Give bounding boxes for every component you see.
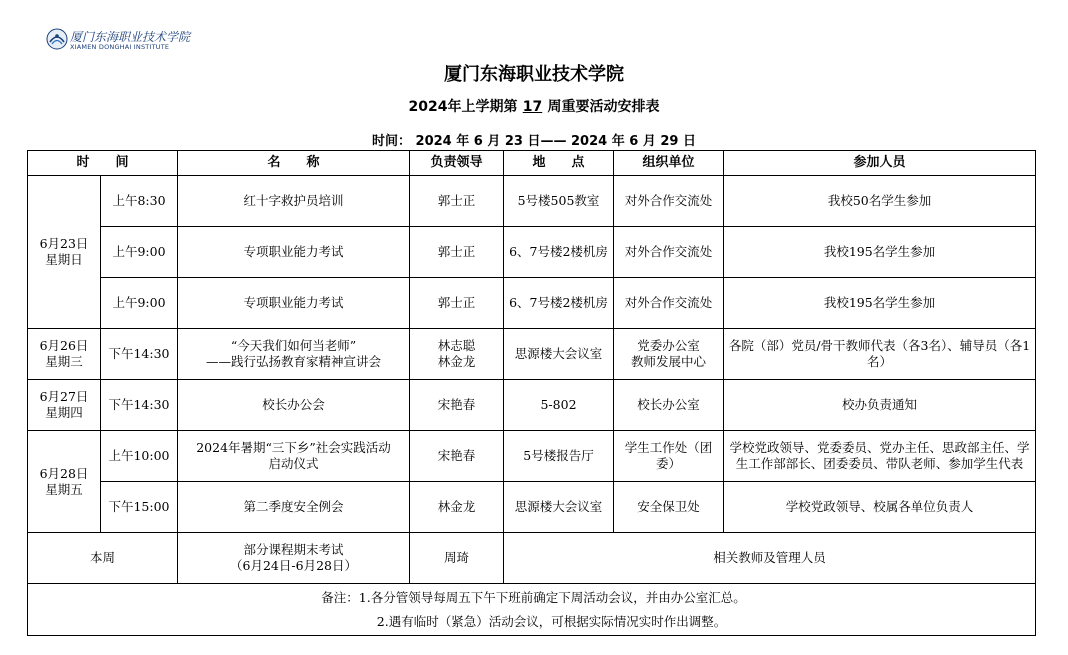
event-people: 我校195名学生参加 bbox=[724, 278, 1036, 329]
event-name bbox=[178, 329, 410, 380]
event-people: 我校195名学生参加 bbox=[724, 227, 1036, 278]
org-line: 委） bbox=[656, 456, 682, 471]
day-date: 6月23日 bbox=[39, 236, 89, 251]
day-cell bbox=[28, 380, 101, 431]
event-leader: 郭士正 bbox=[410, 176, 504, 227]
table-row bbox=[28, 380, 1036, 431]
event-name: 专项职业能力考试 bbox=[178, 278, 410, 329]
event-place: 思源楼大会议室 bbox=[504, 482, 614, 533]
notes-row bbox=[28, 584, 1036, 636]
table-row bbox=[28, 176, 1036, 227]
event-leader bbox=[410, 329, 504, 380]
col-header-name: 名 称 bbox=[178, 151, 410, 176]
event-time: 上午9:00 bbox=[101, 227, 178, 278]
subtitle-suffix: 周重要活动安排表 bbox=[547, 99, 660, 115]
event-leader: 林金龙 bbox=[410, 482, 504, 533]
event-time: 下午14:30 bbox=[101, 380, 178, 431]
event-leader: 郭士正 bbox=[410, 227, 504, 278]
event-org bbox=[614, 431, 724, 482]
event-leader: 宋艳春 bbox=[410, 380, 504, 431]
event-time: 上午8:30 bbox=[101, 176, 178, 227]
page-subtitle bbox=[0, 96, 1068, 116]
event-name bbox=[178, 431, 410, 482]
week-number: 17 bbox=[522, 99, 543, 115]
event-place: 6、7号楼2楼机房 bbox=[504, 278, 614, 329]
event-place: 6、7号楼2楼机房 bbox=[504, 227, 614, 278]
event-name-line: 启动仪式 bbox=[268, 456, 319, 471]
leader-line: 林金龙 bbox=[437, 354, 476, 369]
event-org bbox=[614, 329, 724, 380]
col-header-time: 时 间 bbox=[28, 151, 178, 176]
org-line: 学生工作处（团 bbox=[624, 440, 713, 455]
event-leader: 宋艳春 bbox=[410, 431, 504, 482]
day-cell bbox=[28, 329, 101, 380]
event-people: 学校党政领导、党委委员、党办主任、思政部主任、学生工作部部长、团委委员、带队老师、参加学生代表 bbox=[724, 431, 1036, 482]
event-leader: 郭士正 bbox=[410, 278, 504, 329]
day-cell bbox=[28, 431, 101, 533]
logo-english-text: XIAMEN DONGHAI INSTITUTE bbox=[70, 43, 170, 51]
col-header-people: 参加人员 bbox=[724, 151, 1036, 176]
event-place: 思源楼大会议室 bbox=[504, 329, 614, 380]
event-time: 下午14:30 bbox=[101, 329, 178, 380]
event-name: 校长办公会 bbox=[178, 380, 410, 431]
event-org: 对外合作交流处 bbox=[614, 176, 724, 227]
event-name: 红十字救护员培训 bbox=[178, 176, 410, 227]
event-name: 专项职业能力考试 bbox=[178, 227, 410, 278]
notes-cell bbox=[28, 584, 1036, 636]
table-row bbox=[28, 278, 1036, 329]
page-title: 厦门东海职业技术学院 bbox=[444, 64, 624, 85]
col-header-org: 组织单位 bbox=[614, 151, 724, 176]
event-place: 5号楼报告厅 bbox=[504, 431, 614, 482]
weekly-name-line: （6月24日-6月28日） bbox=[230, 558, 357, 573]
event-place: 5-802 bbox=[504, 380, 614, 431]
logo-chinese-text: 厦门东海职业技术学院 bbox=[70, 30, 191, 44]
weekly-row bbox=[28, 533, 1036, 584]
weekly-name bbox=[178, 533, 410, 584]
table-row bbox=[28, 227, 1036, 278]
subtitle-prefix: 2024年上学期第 bbox=[408, 99, 518, 115]
day-weekday: 星期日 bbox=[45, 252, 83, 267]
day-date: 6月27日 bbox=[39, 389, 89, 404]
school-logo bbox=[46, 28, 191, 54]
weekly-leader: 周琦 bbox=[410, 533, 504, 584]
day-weekday: 星期三 bbox=[45, 354, 83, 369]
event-name: 第二季度安全例会 bbox=[178, 482, 410, 533]
org-line: 党委办公室 bbox=[637, 338, 700, 353]
event-org: 校长办公室 bbox=[614, 380, 724, 431]
event-org: 安全保卫处 bbox=[614, 482, 724, 533]
event-org: 对外合作交流处 bbox=[614, 227, 724, 278]
day-cell bbox=[28, 176, 101, 329]
date-range: 时间： 2024 年 6 月 23 日—— 2024 年 6 月 29 日 bbox=[372, 134, 696, 149]
event-time: 下午15:00 bbox=[101, 482, 178, 533]
event-people: 我校50名学生参加 bbox=[724, 176, 1036, 227]
day-date: 6月28日 bbox=[39, 465, 89, 481]
weekly-name-line: 部分课程期末考试 bbox=[243, 542, 344, 557]
schedule-table bbox=[27, 150, 1036, 636]
day-date: 6月26日 bbox=[39, 338, 89, 353]
event-place: 5号楼505教室 bbox=[504, 176, 614, 227]
table-row bbox=[28, 431, 1036, 482]
note-line: 备注：1.各分管领导每周五下午下班前确定下周活动会议，并由办公室汇总。 bbox=[321, 589, 746, 605]
event-name-line: 2024年暑期“三下乡”社会实践活动 bbox=[196, 440, 391, 455]
event-name-line: ——践行弘扬教育家精神宣讲会 bbox=[206, 354, 382, 369]
event-time: 上午10:00 bbox=[101, 431, 178, 482]
event-people: 学校党政领导、校属各单位负责人 bbox=[724, 482, 1036, 533]
school-emblem-icon bbox=[46, 28, 68, 50]
note-line: 2.遇有临时（紧急）活动会议，可根据实际情况实时作出调整。 bbox=[376, 613, 727, 629]
day-weekday: 星期四 bbox=[45, 405, 83, 420]
table-header-row bbox=[28, 151, 1036, 176]
day-weekday: 星期五 bbox=[45, 481, 83, 497]
weekly-label: 本周 bbox=[28, 533, 178, 584]
leader-line: 林志聪 bbox=[437, 338, 476, 353]
event-people: 各院（部）党员/骨干教师代表（各3名）、辅导员（各1名） bbox=[724, 329, 1036, 380]
event-org: 对外合作交流处 bbox=[614, 278, 724, 329]
table-row bbox=[28, 482, 1036, 533]
weekly-people: 相关教师及管理人员 bbox=[504, 533, 1036, 584]
col-header-leader: 负责领导 bbox=[410, 151, 504, 176]
org-line: 教师发展中心 bbox=[631, 354, 707, 369]
col-header-place: 地 点 bbox=[504, 151, 614, 176]
event-time: 上午9:00 bbox=[101, 278, 178, 329]
event-people: 校办负责通知 bbox=[724, 380, 1036, 431]
event-name-line: “今天我们如何当老师” bbox=[230, 338, 357, 353]
table-row bbox=[28, 329, 1036, 380]
